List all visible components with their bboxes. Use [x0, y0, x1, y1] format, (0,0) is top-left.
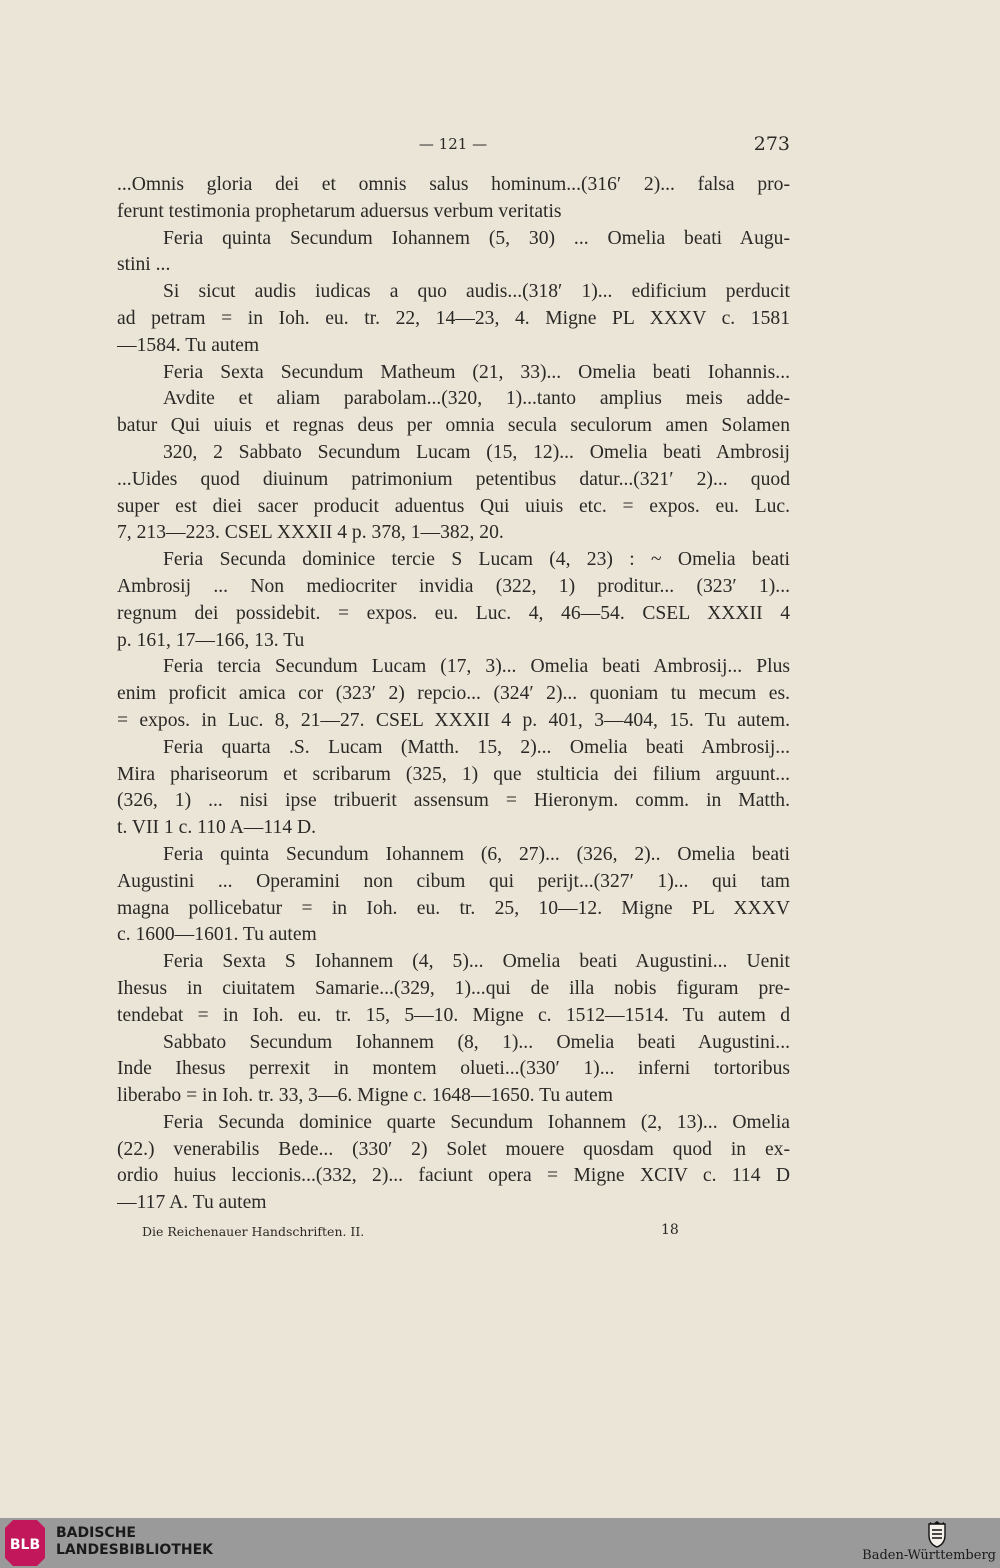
- text-line: stini ...: [117, 254, 171, 276]
- text-line: Feria quinta Secundum Iohannem (5, 30) ... Omelia beati Augu-: [163, 227, 790, 249]
- footer-title: Die Reichenauer Handschriften. II.: [142, 1224, 365, 1239]
- body-text: [117, 172, 790, 1217]
- text-line: ad petram = in Ioh. eu. tr. 22, 14—23, 4. Migne PL XXXV c. 1581: [117, 307, 790, 329]
- text-line: ...Omnis gloria dei et omnis salus hominum...(316′ 2)... falsa pro-: [117, 174, 790, 195]
- text-line: 320, 2 Sabbato Secundum Lucam (15, 12)... Omelia beati Ambrosij: [163, 441, 790, 463]
- text-line: —117 A. Tu autem: [117, 1192, 267, 1214]
- text-line: —1584. Tu autem: [117, 334, 260, 356]
- signature-mark: 18: [661, 1222, 679, 1238]
- text-line: ferunt testimonia prophetarum aduersus verbum veritatis: [117, 200, 562, 222]
- text-line: Ambrosij ... Non mediocriter invidia (322, 1) proditur... (323′ 1)...: [117, 575, 790, 597]
- library-name-line1: BADISCHE: [56, 1525, 136, 1541]
- text-line: tendebat = in Ioh. eu. tr. 15, 5—10. Migne c. 1512—1514. Tu autem d: [117, 1004, 790, 1026]
- page-footer: [142, 1222, 790, 1242]
- text-line: batur Qui uiuis et regnas deus per omnia secula seculorum amen Solamen: [117, 415, 790, 437]
- text-line: liberabo = in Ioh. tr. 33, 3—6. Migne c. 1648—1650. Tu autem: [117, 1085, 613, 1107]
- text-line: ordio huius leccionis...(332, 2)... faciunt opera = Migne XCIV c. 114 D: [117, 1165, 790, 1187]
- text-line: 7, 213—223. CSEL XXXII 4 p. 378, 1—382, 20.: [117, 522, 504, 544]
- text-line: c. 1600—1601. Tu autem: [117, 924, 317, 946]
- text-line: = expos. in Luc. 8, 21—27. CSEL XXXII 4 p. 401, 3—404, 15. Tu autem.: [117, 709, 790, 731]
- text-line: super est diei sacer producit aduentus Qui uiuis etc. = expos. eu. Luc.: [117, 495, 790, 517]
- blb-logo-text: BLB: [9, 1537, 41, 1553]
- text-line: (326, 1) ... nisi ipse tribuerit assensum = Hieronym. comm. in Matth.: [117, 790, 790, 812]
- text-line: Feria quinta Secundum Iohannem (6, 27)... (326, 2).. Omelia beati: [163, 843, 790, 865]
- text-line: enim proficit amica cor (323′ 2) repcio... (324′ 2)... quoniam tu mecum es.: [117, 683, 790, 705]
- text-line: Feria Sexta S Iohannem (4, 5)... Omelia beati Augustini... Uenit: [163, 951, 790, 973]
- text-line: Si sicut audis iudicas a quo audis...(318′ 1)... edificium perducit: [163, 281, 790, 303]
- text-line: Mira phariseorum et scribarum (325, 1) que stulticia dei filium arguunt...: [117, 763, 790, 785]
- page-number: 273: [753, 133, 790, 155]
- text-line: t. VII 1 c. 110 A—114 D.: [117, 817, 317, 839]
- text-line: p. 161, 17—166, 13. Tu: [117, 629, 305, 651]
- running-head: [116, 133, 790, 159]
- text-line: Avdite et aliam parabolam...(320, 1)...tanto amplius meis adde-: [163, 388, 790, 410]
- text-line: Feria tercia Secundum Lucam (17, 3)... Omelia beati Ambrosij... Plus: [163, 656, 790, 678]
- text-line: magna pollicebatur = in Ioh. eu. tr. 25, 10—12. Migne PL XXXV: [117, 897, 790, 919]
- blb-logo-icon[interactable]: [5, 1520, 45, 1566]
- text-line: Ihesus in ciuitatem Samarie...(329, 1)...qui de illa nobis figuram pre-: [117, 977, 790, 999]
- library-name-line2: LANDESBIBLIOTHEK: [56, 1542, 214, 1558]
- running-head-number: — 121 —: [418, 135, 488, 153]
- text-line: Feria Sexta Secundum Matheum (21, 33)... Omelia beati Iohannis...: [163, 361, 790, 383]
- text-line: Augustini ... Operamini non cibum qui perijt...(327′ 1)... qui tam: [117, 870, 790, 892]
- state-label: Baden-Württemberg: [862, 1548, 996, 1563]
- coat-of-arms-icon: [923, 1520, 951, 1548]
- text-line: Feria Secunda dominice quarte Secundum Iohannem (2, 13)... Omelia: [163, 1111, 790, 1133]
- text-line: regnum dei possidebit. = expos. eu. Luc. 4, 46—54. CSEL XXXII 4: [117, 602, 790, 624]
- text-line: (22.) venerabilis Bede... (330′ 2) Solet mouere quosdam quod in ex-: [117, 1138, 790, 1160]
- text-line: Feria Secunda dominice tercie S Lucam (4, 23) : ~ Omelia beati: [163, 549, 790, 571]
- text-line: ...Uides quod diuinum patrimonium petentibus datur...(321′ 2)... quod: [117, 468, 790, 490]
- text-line: Inde Ihesus perrexit in montem olueti...(330′ 1)... inferni tortoribus: [117, 1058, 790, 1080]
- library-name[interactable]: [56, 1525, 213, 1559]
- text-line: Sabbato Secundum Iohannem (8, 1)... Omelia beati Augustini...: [163, 1031, 790, 1053]
- text-line: Feria quarta .S. Lucam (Matth. 15, 2)... Omelia beati Ambrosij...: [163, 736, 790, 758]
